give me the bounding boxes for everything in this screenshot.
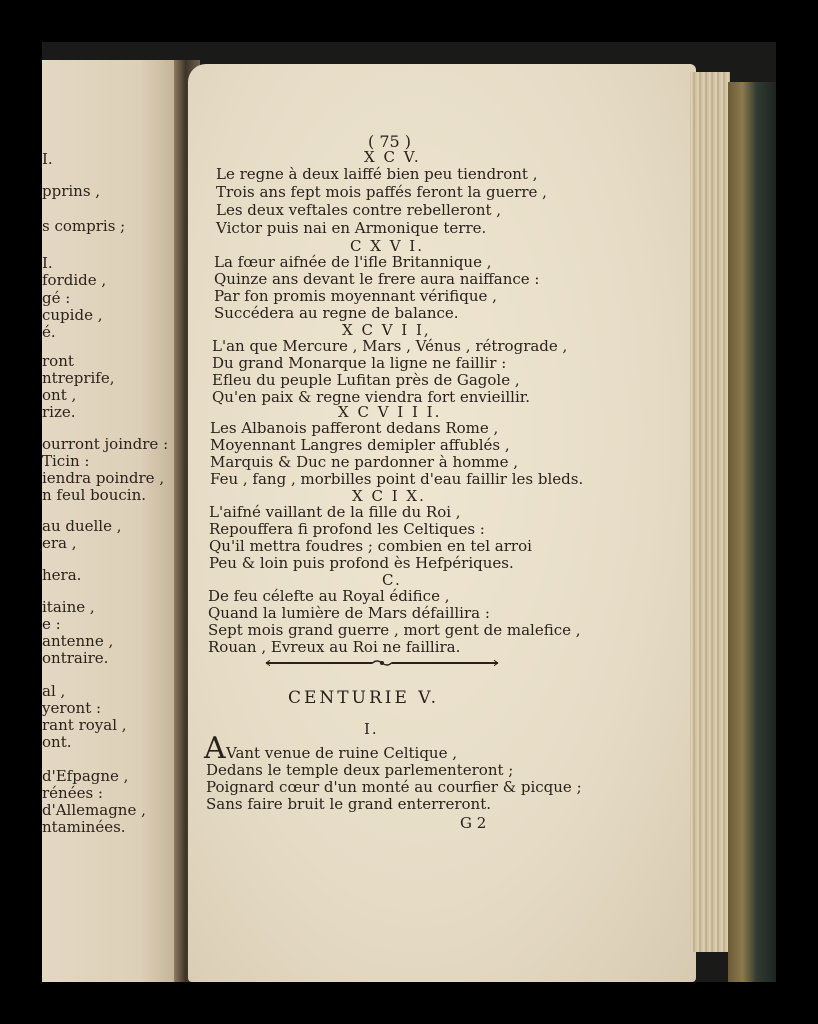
left-line: I.	[42, 254, 53, 272]
verse-line: Moyennant Langres demipler affublés ,	[210, 436, 510, 454]
left-page	[42, 60, 182, 982]
verse-line: Feu , fang , morbilles point d'eau faillir les bleds.	[210, 470, 584, 488]
verse-line: Vant venue de ruine Celtique ,	[226, 744, 458, 762]
left-line: yeront :	[42, 699, 102, 717]
quatrain-heading: C X V I.	[350, 237, 424, 255]
verse-line: Victor puis nai en Armonique terre.	[216, 219, 487, 237]
left-line: ont.	[42, 733, 72, 751]
verse-line: Dedans le temple deux parlementeront ;	[206, 761, 514, 779]
scanned-book-spread	[42, 42, 776, 982]
verse-line: Succédera au regne de balance.	[214, 304, 459, 322]
left-line: hera.	[42, 566, 82, 584]
left-line: iendra poindre ,	[42, 469, 165, 487]
verse-line: De feu célefte au Royal édifice ,	[208, 587, 450, 605]
quatrain-heading: X C V.	[364, 148, 421, 166]
left-line: é.	[42, 323, 56, 341]
left-line: ontraire.	[42, 649, 109, 667]
left-line: e :	[42, 615, 61, 633]
page-number: ( 75 )	[368, 132, 412, 151]
left-line: n feul boucin.	[42, 486, 147, 504]
left-line: I.	[42, 150, 53, 168]
signature-mark: G 2	[460, 814, 487, 832]
page-edges	[690, 72, 730, 952]
verse-line: Quand la lumière de Mars défaillira :	[208, 604, 490, 622]
left-line: ront	[42, 352, 74, 370]
verse-line: Efleu du peuple Lufitan près de Gagole ,	[212, 371, 520, 389]
verse-line: Du grand Monarque la ligne ne faillir :	[212, 354, 507, 372]
centurie-title: CENTURIE V.	[288, 688, 439, 708]
left-line: d'Allemagne ,	[42, 801, 146, 819]
ornamental-rule	[208, 659, 556, 667]
left-line: ntaminées.	[42, 818, 126, 836]
verse-line: Repouffera fi profond les Celtiques :	[209, 520, 485, 538]
quatrain-heading: X C I X.	[352, 487, 426, 505]
left-line: ourront joindre :	[42, 435, 169, 453]
left-line: fordide ,	[42, 271, 107, 289]
verse-line: Par fon promis moyennant vérifique ,	[214, 287, 497, 305]
left-line: s compris ;	[42, 217, 126, 235]
verse-line: Le regne à deux laiffé bien peu tiendront ,	[216, 165, 538, 183]
left-line: era ,	[42, 534, 77, 552]
left-line: antenne ,	[42, 632, 114, 650]
book-cover-edge	[728, 82, 776, 982]
verse-line: La fœur aifnée de l'ifle Britannique ,	[214, 253, 492, 271]
quatrain-heading: C.	[382, 571, 402, 589]
left-line: al ,	[42, 682, 66, 700]
quatrain-heading: X C V I I I.	[338, 403, 442, 421]
verse-line: Poignard cœur d'un monté au courfier & picque ;	[206, 778, 582, 796]
verse-line: L'aifné vaillant de la fille du Roi ,	[209, 503, 461, 521]
verse-line: Trois ans fept mois paffés feront la guerre ,	[216, 183, 547, 201]
left-line: rize.	[42, 403, 76, 421]
verse-line: Quinze ans devant le frere aura naiffance :	[214, 270, 540, 288]
left-line: cupide ,	[42, 306, 103, 324]
quatrain-heading: I.	[364, 720, 379, 738]
verse-line: Les Albanois pafferont dedans Rome ,	[210, 419, 499, 437]
verse-line: Qu'en paix & regne viendra fort envieillir.	[212, 388, 531, 406]
left-line: ntreprife,	[42, 369, 115, 387]
left-line: gé :	[42, 289, 71, 307]
verse-line: Sans faire bruit le grand enterreront.	[206, 795, 491, 813]
verse-line: Qu'il mettra foudres ; combien en tel arroi	[209, 537, 532, 555]
left-line: itaine ,	[42, 598, 95, 616]
quatrain-heading: X C V I I,	[342, 321, 431, 339]
left-line: d'Efpagne ,	[42, 767, 129, 785]
left-line: rant royal ,	[42, 716, 127, 734]
left-line: Ticin :	[42, 452, 90, 470]
left-line: pprins ,	[42, 182, 101, 200]
verse-line: Rouan , Evreux au Roi ne faillira.	[208, 638, 461, 656]
verse-line: Les deux veftales contre rebelleront ,	[216, 201, 502, 219]
verse-line: Peu & loin puis profond ès Hefpériques.	[209, 554, 514, 572]
drop-cap: A	[204, 731, 226, 766]
verse-line: Marquis & Duc ne pardonner à homme ,	[210, 453, 519, 471]
left-line: rénées :	[42, 784, 103, 802]
verse-line: Sept mois grand guerre , mort gent de malefice ,	[208, 621, 581, 639]
verse-line: L'an que Mercure , Mars , Vénus , rétrograde ,	[212, 337, 568, 355]
left-line: au duelle ,	[42, 517, 122, 535]
left-line: ont ,	[42, 386, 77, 404]
